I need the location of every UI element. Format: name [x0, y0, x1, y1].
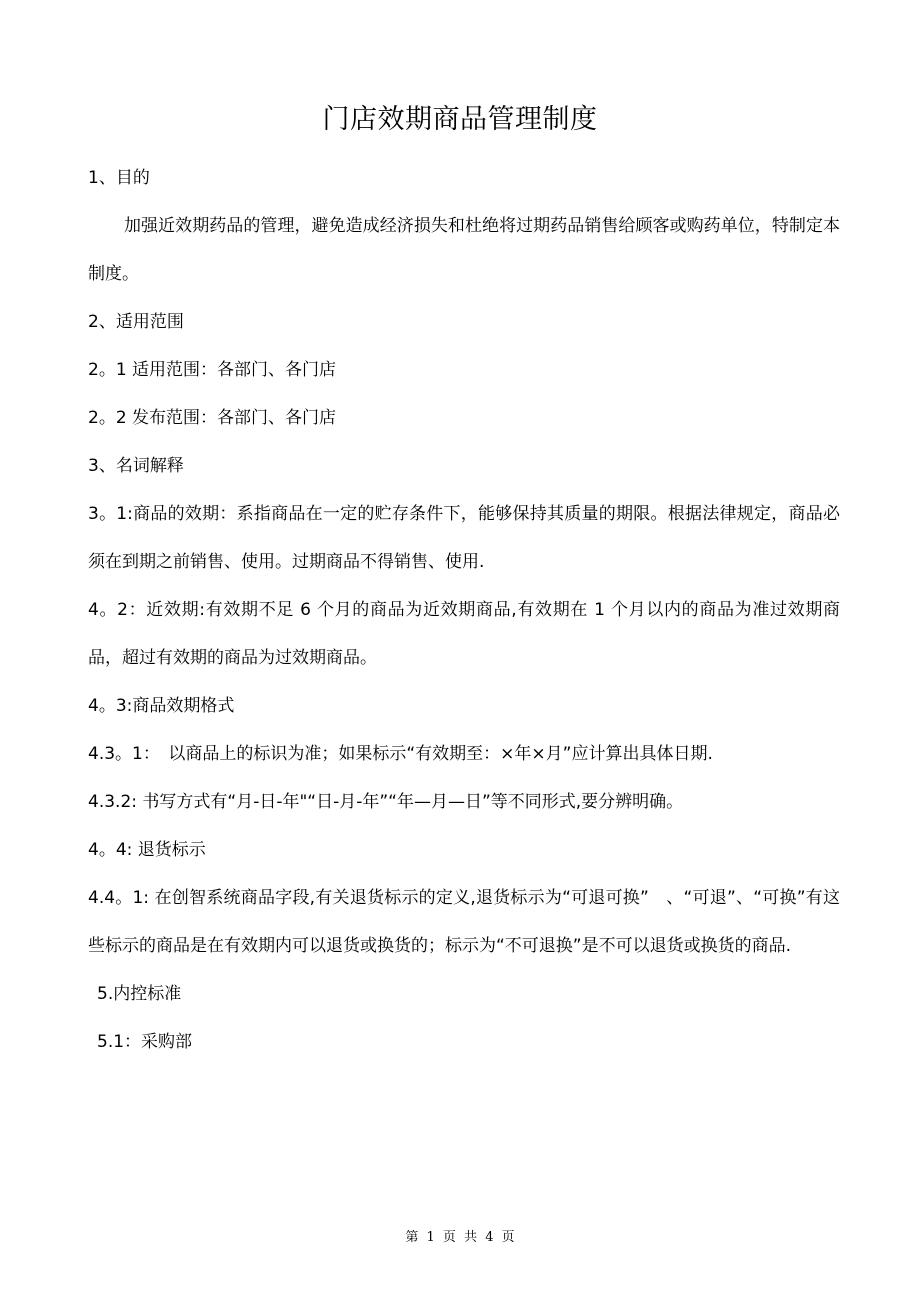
paragraph-return-mark-1: 4.4。1: 在创智系统商品字段,有关退货标示的定义,退货标示为“可退可换” 、“可退”、“可换”有这些标示的商品是在有效期内可以退货或换货的；标示为“不可退换”是不可以退货或换货的商品.: [88, 888, 840, 956]
paragraph-purpose: 加强近效期药品的管理，避免造成经济损失和杜绝将过期药品销售给顾客或购药单位，特制定本制度。: [88, 216, 840, 284]
paragraph-scope-release: 2。2 发布范围：各部门、各门店: [88, 408, 337, 428]
section-heading-scope: 2、适用范围: [88, 312, 184, 332]
section-heading-purpose: 1、目的: [88, 168, 150, 188]
paragraph-expiry-format: 4。3:商品效期格式: [88, 696, 235, 716]
paragraph-definition-near-expiry: 4。2：近效期:有效期不足 6 个月的商品为近效期商品,有效期在 1 个月以内的商品为准过效期商品，超过有效期的商品为过效期商品。: [88, 600, 840, 668]
section-heading-definitions: 3、名词解释: [88, 456, 184, 476]
paragraph-expiry-format-1: 4.3。1： 以商品上的标识为准；如果标示“有效期至：×年×月”应计算出具体日期.: [88, 744, 713, 764]
paragraph-definition-expiry: 3。1:商品的效期：系指商品在一定的贮存条件下，能够保持其质量的期限。根据法律规定，商品必须在到期之前销售、使用。过期商品不得销售、使用.: [88, 504, 840, 572]
paragraph-scope-applicable: 2。1 适用范围：各部门、各门店: [88, 360, 337, 380]
document-title: 门店效期商品管理制度: [322, 104, 598, 135]
paragraph-return-mark: 4。4: 退货标示: [88, 840, 206, 860]
paragraph-expiry-format-2: 4.3.2: 书写方式有“月-日-年"“日-月-年”“年—月—日”等不同形式,要分辨明确。: [88, 792, 684, 812]
section-heading-internal-control: 5.内控标准: [97, 984, 182, 1004]
paragraph-purchasing-dept: 5.1：采购部: [97, 1032, 193, 1052]
document-body: [88, 154, 840, 1066]
page-number-footer: 第 1 页 共 4 页: [405, 1230, 515, 1245]
